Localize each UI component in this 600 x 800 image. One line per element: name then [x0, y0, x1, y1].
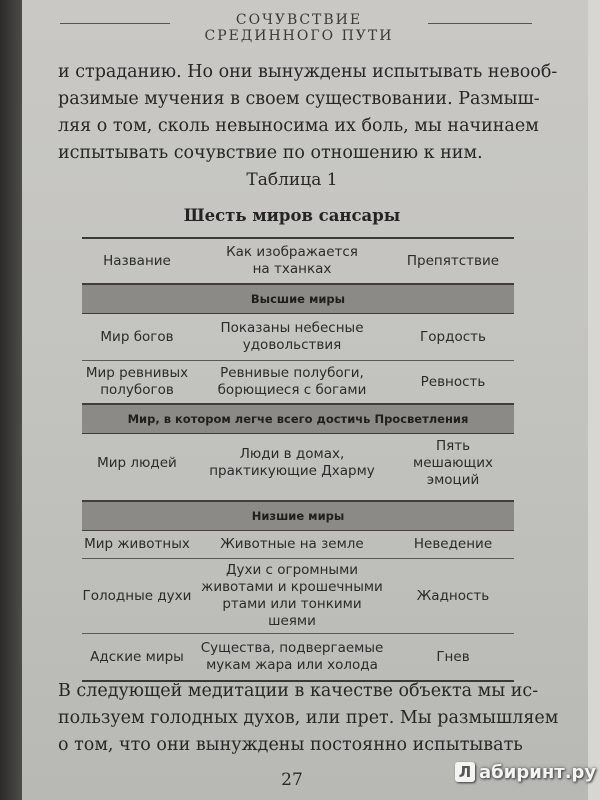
realm-obstacle [392, 588, 514, 605]
realm-depiction [192, 536, 392, 553]
cell-line: Ревнивые полубоги, [220, 365, 364, 381]
header-depiction-line: на тханках [252, 261, 332, 277]
row-spacer [82, 492, 514, 500]
text-line: о том, что они вынуждены постоянно испытывать [58, 735, 523, 755]
watermark-text: абиринт.ру [479, 761, 597, 783]
header-rule-right [428, 23, 532, 24]
band-human-realm: Мир, в котором легче всего достичь Просветления [82, 403, 514, 434]
cell-line: эмоций [426, 471, 480, 488]
cell-line: мукам жара или холода [206, 657, 378, 673]
text-line: и страданию. Но они вынуждены испытывать невооб- [58, 62, 558, 82]
realm-obstacle [392, 649, 514, 666]
realm-depiction [192, 562, 392, 630]
cell-line: борющиеся с богами [217, 382, 367, 398]
table-row [82, 314, 514, 360]
table-header-row [82, 239, 514, 283]
cell-line: Адские миры [90, 648, 184, 665]
cell-line: Существа, подвергаемые [200, 640, 384, 656]
table-row [82, 434, 514, 492]
text-line: ляя о том, сколь невыносима их боль, мы начинаем [58, 116, 539, 136]
realm-obstacle [392, 329, 514, 346]
realm-obstacle [392, 374, 514, 391]
table-row [82, 531, 514, 558]
cell-line: полубогов [100, 382, 174, 398]
running-head [52, 8, 532, 44]
book-page [22, 0, 588, 800]
realm-obstacle [392, 438, 514, 489]
header-depiction-line: Как изображается [226, 244, 358, 260]
cell-line: Показаны небесные [220, 320, 364, 336]
labirint-logo-icon: Л [455, 762, 475, 782]
realm-depiction [192, 320, 392, 354]
realm-depiction [192, 446, 392, 480]
cell-line: Люди в домах, [239, 446, 345, 462]
realm-name [82, 536, 192, 553]
realm-name [82, 588, 192, 605]
cell-line: мешающих [413, 454, 493, 471]
cell-line: Жадность [416, 587, 490, 604]
cell-line: Мир ревнивых [85, 365, 189, 381]
table-row [82, 634, 514, 680]
cell-line: ртами или тонкими [222, 596, 362, 612]
cell-line: Гнев [436, 648, 470, 665]
page-edge [588, 0, 600, 800]
band-lower-realms: Низшие миры [82, 500, 514, 531]
realm-depiction [192, 365, 392, 399]
header-name: Название [103, 252, 171, 269]
text-line: пользуем голодных духов, или прет. Мы размышляем [58, 708, 559, 728]
realm-name [82, 365, 192, 399]
cell-line: Пять [435, 437, 471, 454]
realm-name [82, 649, 192, 666]
cell-line: удовольствия [242, 337, 342, 353]
book-spine-shadow [0, 0, 22, 800]
cell-line: практикующие Дхарму [209, 463, 375, 479]
cell-line: Голодные духи [82, 587, 192, 604]
header-obstacle: Препятствие [406, 252, 500, 269]
cell-line: Гордость [420, 328, 486, 345]
band-higher-realms: Высшие миры [82, 283, 514, 314]
table-title: Шесть миров сансары [183, 206, 401, 225]
text-line: испытывать сочувствие по отношению к ним. [58, 143, 483, 163]
table-row [82, 559, 514, 633]
realm-depiction [192, 640, 392, 674]
intro-paragraph [58, 59, 558, 167]
header-rule-left [60, 23, 170, 24]
cell-line: Неведение [413, 536, 493, 552]
text-line: В следующей медитации в качестве объекта мы ис- [58, 681, 539, 701]
realm-name [82, 329, 192, 346]
labirint-watermark [455, 758, 596, 786]
text-line: разимые мучения в своем существовании. Размыш- [58, 89, 540, 109]
running-head-title: СОЧУВСТВИЕ СРЕДИННОГО ПУТИ [204, 12, 394, 44]
cell-line: Мир людей [97, 454, 177, 471]
cell-line: Духи с огромными [225, 562, 359, 578]
header-depiction [192, 244, 392, 278]
table-row [82, 361, 514, 403]
outro-paragraph [58, 678, 559, 759]
cell-line: Мир богов [100, 328, 174, 345]
page-number: 27 [281, 770, 303, 790]
realm-name [82, 455, 192, 472]
realm-obstacle [392, 536, 514, 553]
cell-line: Животные на земле [220, 536, 364, 552]
cell-line: Мир животных [84, 536, 190, 552]
table-label: Таблица 1 [246, 170, 338, 190]
cell-line: Ревность [420, 373, 486, 390]
six-realms-table [82, 237, 514, 682]
cell-line: шеями [268, 613, 316, 629]
cell-line: животами и крошечными [201, 579, 383, 595]
